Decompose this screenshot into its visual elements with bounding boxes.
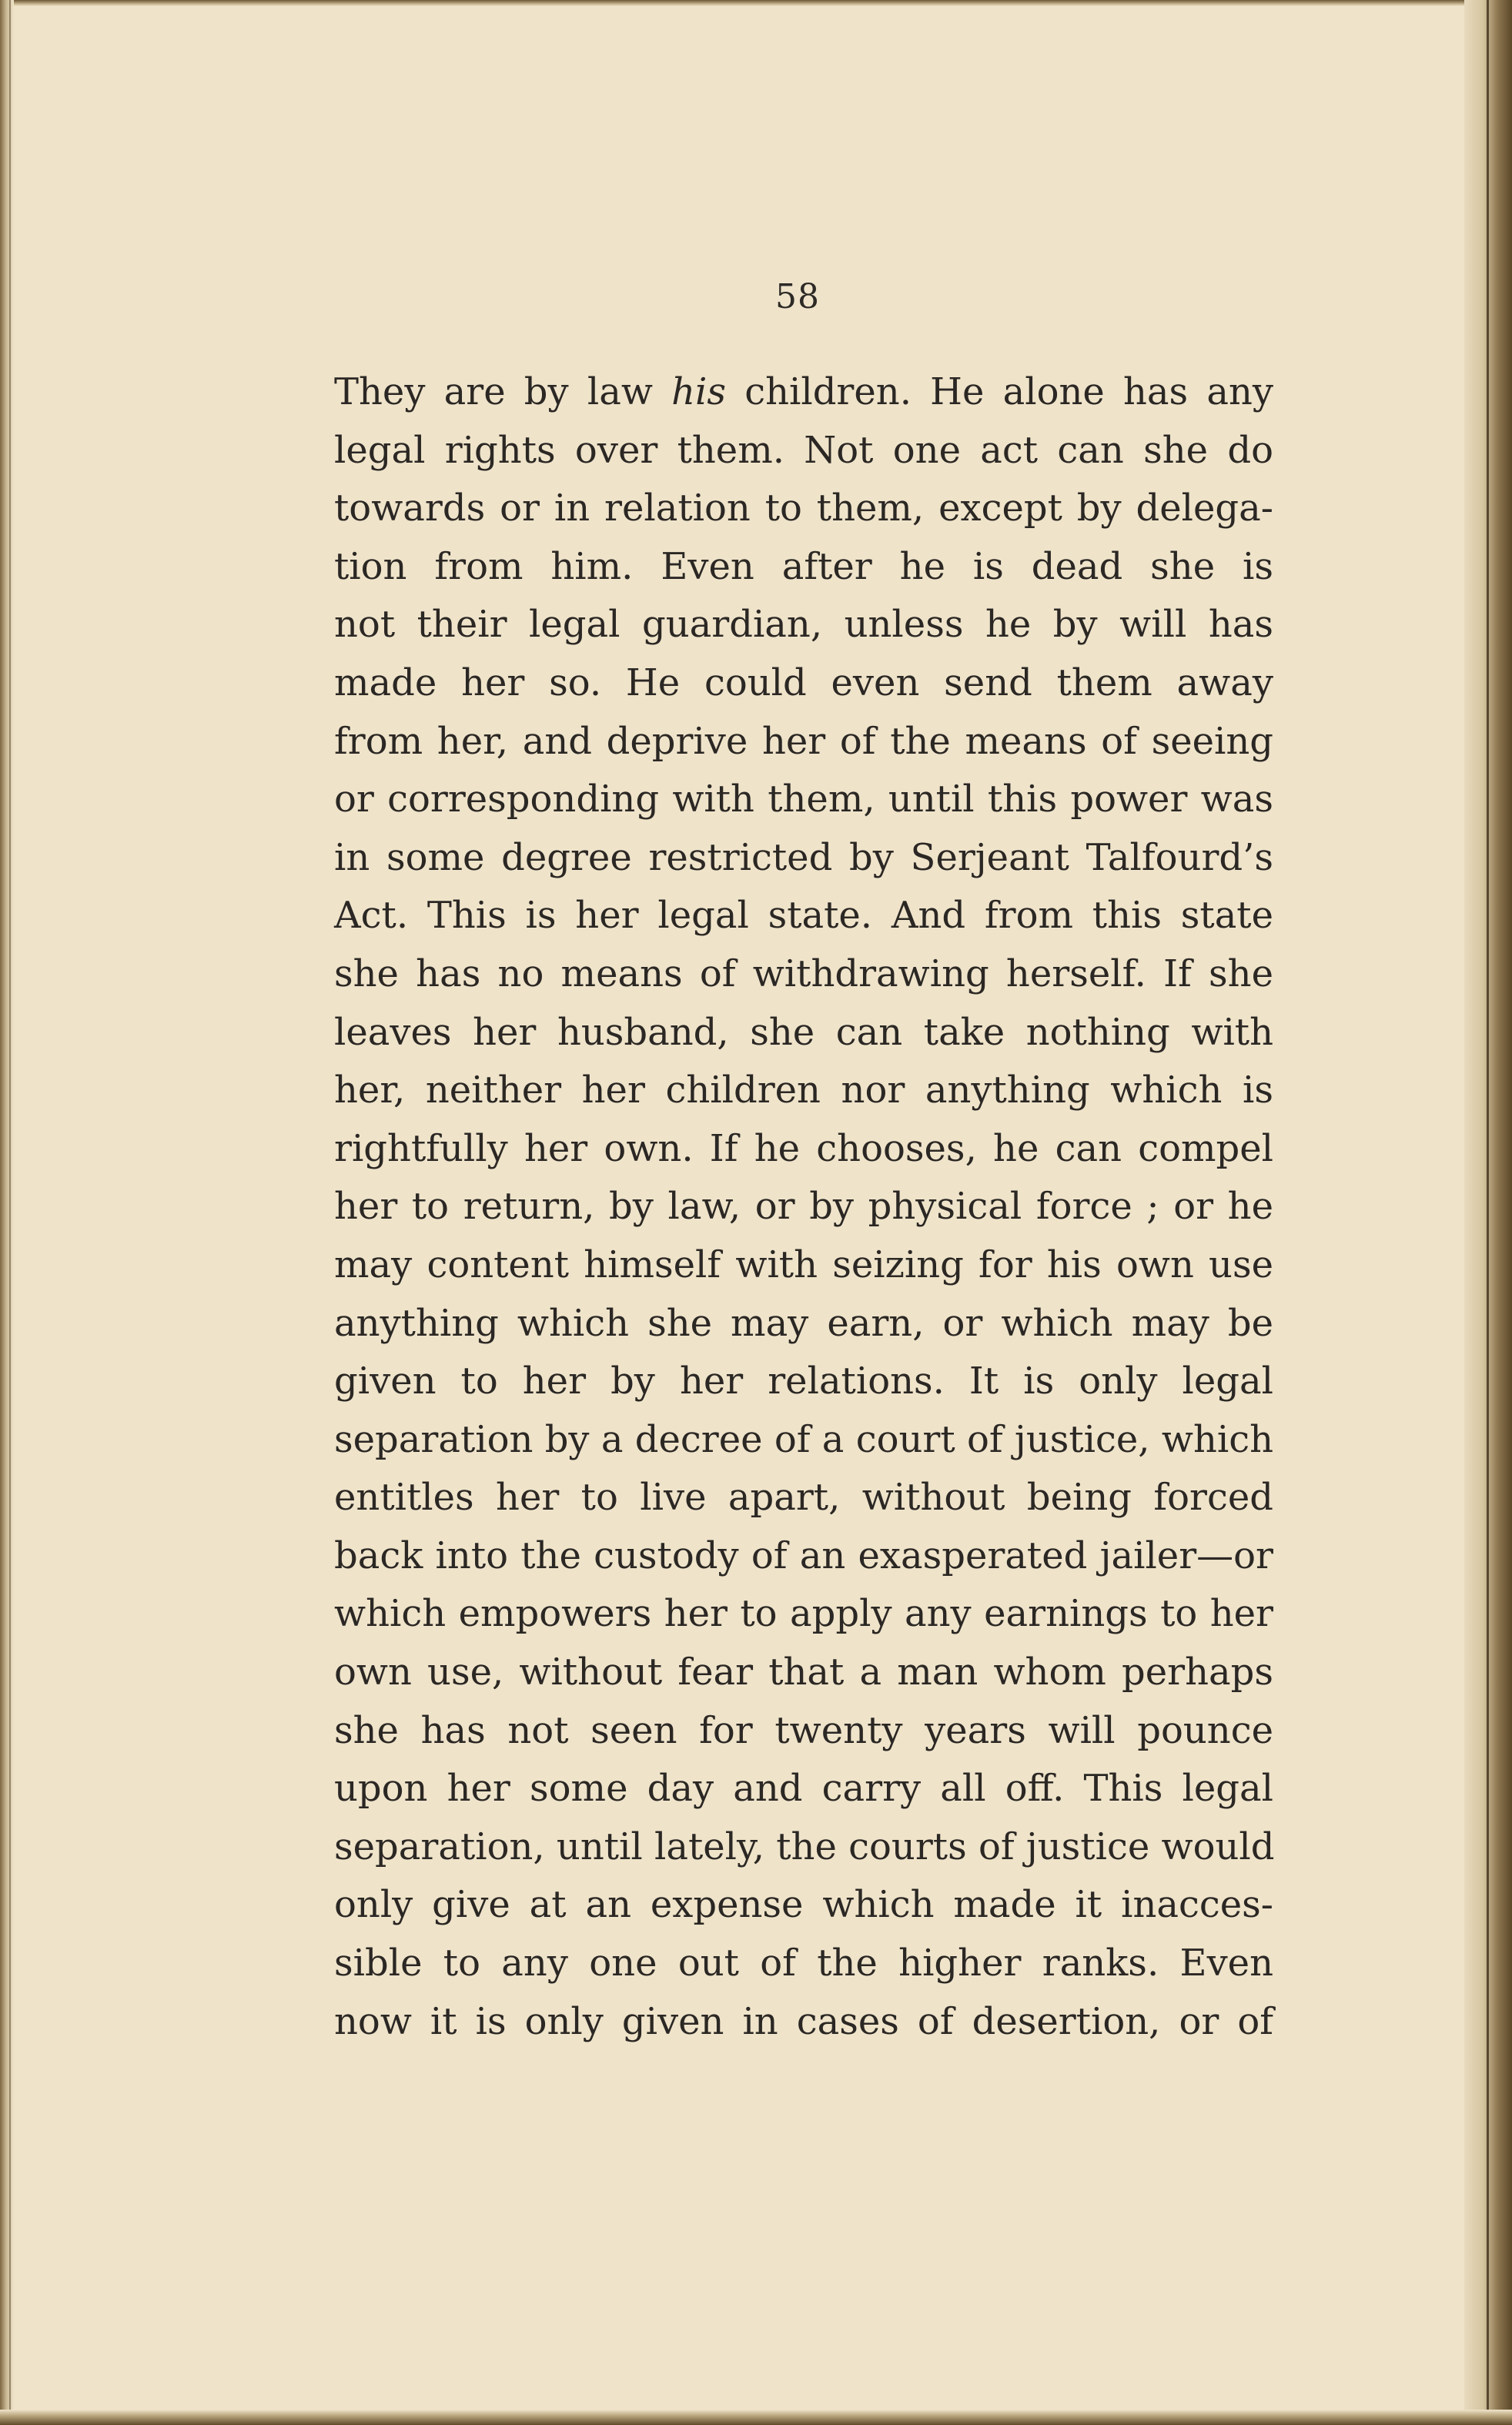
binding-rule-right: [1487, 0, 1489, 2425]
page-left-edge: [0, 0, 14, 2425]
text-line: entitles her to live apart, without being forced: [334, 1476, 1273, 1520]
text-line: which empowers her to apply any earnings to her: [334, 1592, 1273, 1636]
text-line: rightfully her own. If he chooses, he can compel: [334, 1126, 1273, 1170]
text-line: her, neither her children nor anything which is: [334, 1069, 1273, 1112]
text-line: or corresponding with them, until this power was: [334, 778, 1273, 821]
text-line: she has no means of withdrawing herself. If she: [334, 952, 1273, 995]
text-line: towards or in relation to them, except by delega-: [334, 487, 1273, 530]
text-line: her to return, by law, or by physical force ; or he: [334, 1185, 1273, 1229]
text-line: Act. This is her legal state. And from this state: [334, 894, 1273, 938]
text-line-start: They are by law: [334, 370, 672, 413]
text-line: she has not seen for twenty years will pounce: [334, 1708, 1273, 1752]
text-line: [334, 363, 1273, 422]
text-line: made her so. He could even send them away: [334, 661, 1273, 704]
page-top-edge: [0, 0, 1512, 6]
text-line: only give at an expense which made it inacces-: [334, 1883, 1273, 1927]
text-line: now it is only given in cases of desertion, or of: [334, 1999, 1273, 2043]
text-line: leaves her husband, she can take nothing with: [334, 1010, 1273, 1054]
text-line: in some degree restricted by Serjeant Talfourd’s: [334, 835, 1273, 879]
text-line: not their legal guardian, unless he by will has: [334, 603, 1273, 647]
binding-rule-left: [9, 0, 11, 2425]
text-line: given to her by her relations. It is only legal: [334, 1360, 1273, 1403]
text-line: separation, until lately, the courts of justice would: [334, 1825, 1275, 1868]
text-line: back into the custody of an exasperated jailer—or: [334, 1534, 1273, 1577]
page-number: 58: [775, 277, 820, 316]
text-line: sible to any one out of the higher ranks. Even: [334, 1942, 1273, 1985]
text-line: tion from him. Even after he is dead she is: [334, 544, 1273, 588]
text-line: anything which she may earn, or which may be: [334, 1301, 1273, 1345]
text-line: legal rights over them. Not one act can she do: [334, 428, 1273, 472]
text-line: from her, and deprive her of the means of seeing: [334, 719, 1273, 763]
page-bottom-edge: [0, 2410, 1512, 2425]
text-line: upon her some day and carry all off. This legal: [334, 1767, 1273, 1811]
emphasis: his: [671, 370, 727, 413]
body-text: [334, 363, 1273, 2051]
text-line: own use, without fear that a man whom perhaps: [334, 1651, 1273, 1694]
text-line-end: children. He alone has any: [726, 370, 1273, 413]
text-line: may content himself with seizing for his own use: [334, 1243, 1273, 1286]
text-line: separation by a decree of a court of justice, which: [334, 1417, 1273, 1461]
